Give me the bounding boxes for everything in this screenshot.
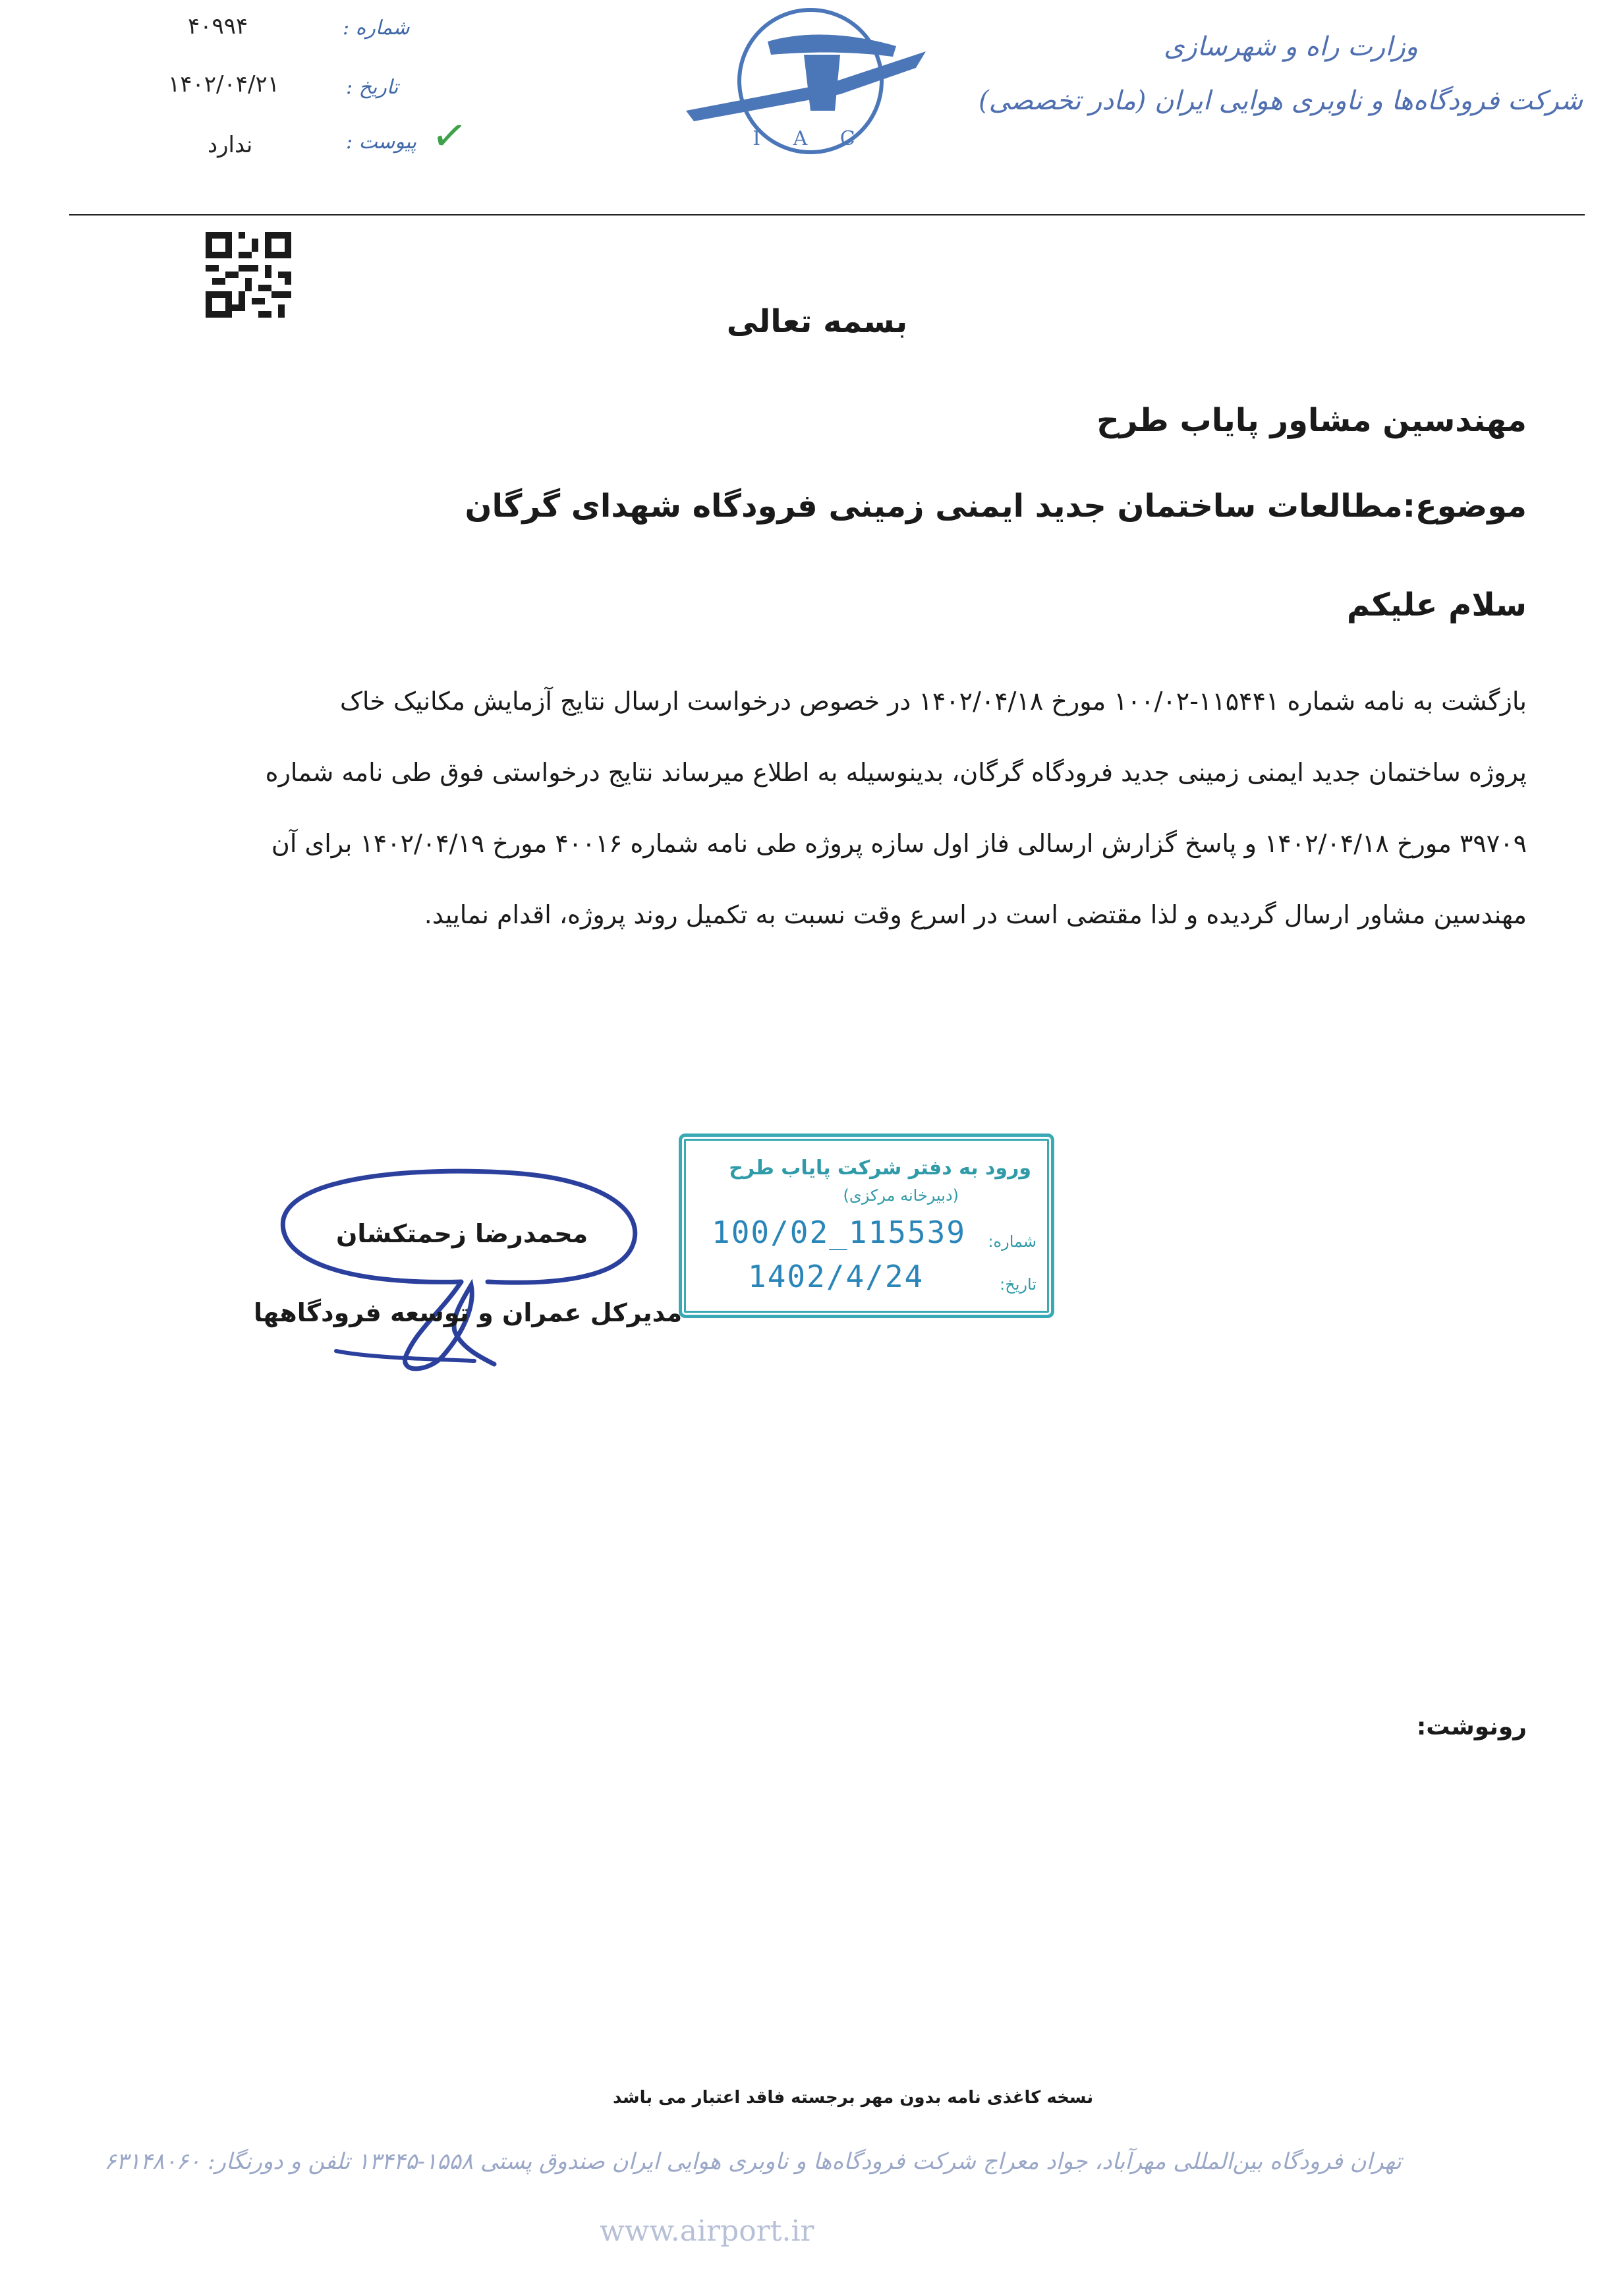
body-line: بازگشت به نامه شماره ۱۱۵۴۴۱-۱۰۰/۰۲ مورخ ۱۴۰۲/۰۴/۱۸ در خصوص درخواست ارسال نتایج آزمایش مکانیک خاک <box>339 687 1527 716</box>
number-value: ۴۰۹۹۴ <box>188 13 248 40</box>
body-line: پروژه ساختمان جدید ایمنی زمینی جدید فرودگاه گرگان، بدینوسیله به اطلاع میرساند نتایج درخواستی فوق طی نامه شماره <box>265 758 1527 787</box>
logo-text: I A C <box>753 127 868 150</box>
iac-logo <box>682 5 932 157</box>
stamp-number-value: 100/02_115539 <box>712 1215 967 1250</box>
stamp-date-label: تاریخ: <box>1000 1275 1037 1294</box>
receipt-stamp <box>679 1134 1054 1318</box>
logo-stem <box>804 55 840 111</box>
body-line: مهندسین مشاور ارسال گردیده و لذا مقتضی است در اسرع وقت نسبت به تکمیل روند پروژه، اقدام نمایید. <box>424 900 1527 929</box>
date-label: تاریخ : <box>346 76 399 99</box>
header-divider <box>69 214 1585 215</box>
letter-title: بسمه تعالی <box>726 303 908 340</box>
subject: موضوع:مطالعات ساختمان جدید ایمنی زمینی فرودگاه شهدای گرگان <box>465 488 1527 525</box>
stamp-subtitle: (دبیرخانه مرکزی) <box>843 1186 959 1205</box>
number-label: شماره : <box>343 16 410 40</box>
stamp-number-label: شماره: <box>988 1232 1037 1251</box>
footer-note: نسخه کاغذی نامه بدون مهر برجسته فاقد اعتبار می باشد <box>613 2088 1094 2108</box>
logo-top <box>768 35 896 57</box>
handwritten-signature <box>264 1160 685 1384</box>
recipient: مهندسین مشاور پایاب طرح <box>1096 402 1527 439</box>
signatory-title: مدیرکل عمران و توسعه فرودگاهها <box>254 1298 683 1327</box>
attachment-value: ندارد <box>208 132 253 158</box>
qr-code <box>206 232 291 318</box>
stamp-date-value: 1402/4/24 <box>748 1259 924 1294</box>
stamp-title: ورود به دفتر شرکت پایاب طرح <box>729 1157 1031 1180</box>
footer-address: تهران فرودگاه بین‌المللی مهرآباد، جواد معراج شرکت فرودگاه‌ها و ناوبری هوایی ایران صندوق پستی ۱۵۵۸-۱۳۴۴۵ تلفن و دورنگار: ۶۳۱۴۸۰۶۰ <box>104 2148 1402 2175</box>
checkmark-icon: ✓ <box>428 109 470 163</box>
cc-label: رونوشت: <box>1416 1713 1527 1740</box>
body-line: ۳۹۷۰۹ مورخ ۱۴۰۲/۰۴/۱۸ و پاسخ گزارش ارسالی فاز اول سازه پروژه طی نامه شماره ۴۰۰۱۶ مورخ ۱۴۰۲/۰۴/۱۹ برای آن <box>271 829 1527 858</box>
footer-website: www.airport.ir <box>600 2214 814 2248</box>
signatory-name: محمدرضا زحمتکشان <box>336 1219 588 1248</box>
company-name: شرکت فرودگاه‌ها و ناوبری هوایی ایران (مادر تخصصی) <box>979 86 1583 116</box>
ministry-name: وزارت راه و شهرسازی <box>1164 32 1418 62</box>
date-value: ۱۴۰۲/۰۴/۲۱ <box>168 71 280 98</box>
letter-body <box>90 666 1527 950</box>
greeting: سلام علیکم <box>1346 587 1527 623</box>
attachment-label: پیوست : <box>346 130 417 154</box>
